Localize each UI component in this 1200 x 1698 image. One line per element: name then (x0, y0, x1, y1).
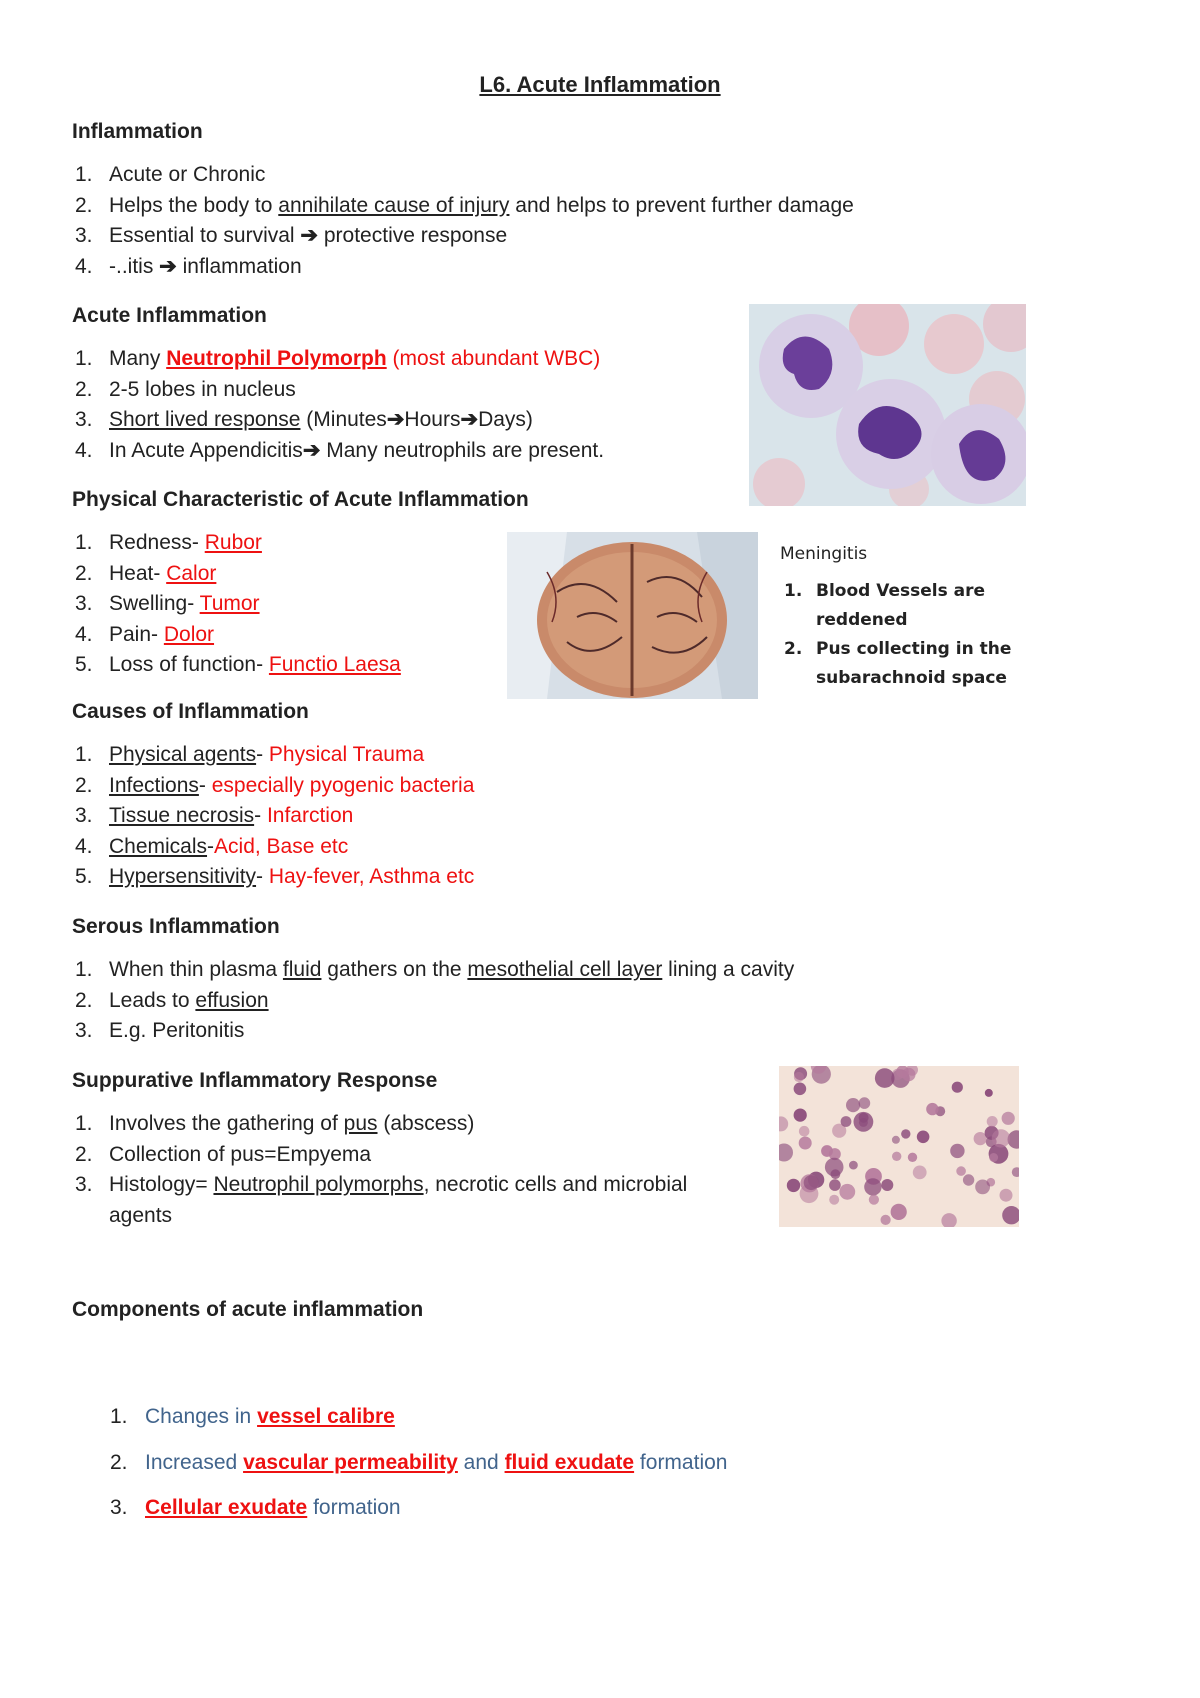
list-item: 2. Collection of pus=Empyema (75, 1142, 372, 1166)
list-item: 2. Pus collecting in the subarachnoid space (784, 639, 1012, 688)
list-item: 5. Loss of function- Functio Laesa (75, 653, 401, 676)
list-item: 4. Chemicals-Acid, Base etc (75, 834, 349, 858)
meningitis-brain-image (507, 532, 758, 699)
list-item: 1. When thin plasma fluid gathers on the mesothelial cell layer lining a cavity (75, 958, 795, 981)
list-item: 1. Physical agents- Physical Trauma (75, 743, 425, 766)
list-item: 3. Swelling- Tumor (75, 592, 260, 615)
list-item: 3. Essential to survival ➔ protective response (75, 224, 508, 247)
section-heading: Causes of Inflammation (72, 700, 309, 723)
section-heading: Acute Inflammation (72, 304, 267, 327)
section-heading: Inflammation (72, 120, 203, 143)
section-acute-inflammation (72, 304, 604, 466)
arrow-icon: ➔ (302, 438, 321, 462)
list-item: 1. Involves the gathering of pus (abscess) (75, 1112, 475, 1135)
section-heading: Serous Inflammation (72, 915, 280, 938)
arrow-icon: ➔ (159, 254, 177, 278)
section-heading: Components of acute inflammation (72, 1298, 424, 1321)
arrow-icon: ➔ (300, 224, 319, 247)
list-item: 3. Tissue necrosis- Infarction (75, 804, 354, 827)
neutrophil-micrograph-image (749, 304, 1026, 506)
arrow-icon: ➔ (460, 408, 479, 431)
list-item: 1. Redness- Rubor (75, 531, 262, 554)
meningitis-caption (780, 540, 1040, 693)
list-item: 2. 2-5 lobes in nucleus (75, 377, 296, 401)
list-item: 3. E.g. Peritonitis (75, 1019, 245, 1042)
list-item: 3. Cellular exudate formation (110, 1496, 401, 1519)
list-item: 4. Pain- Dolor (75, 622, 215, 646)
pus-micrograph-image (779, 1066, 1019, 1227)
list-item: 2. Helps the body to annihilate cause of injury and helps to prevent further damage (75, 193, 854, 217)
list-item: 2. Heat- Calor (75, 561, 217, 585)
caption-title: Meningitis (780, 544, 868, 564)
section-serous (72, 915, 794, 1047)
section-causes (72, 700, 474, 893)
list-item: 2. Increased vascular permeability and fluid exudate formation (110, 1450, 728, 1474)
list-item: 2. Leads to effusion (75, 988, 269, 1012)
section-physical-characteristics (72, 488, 529, 681)
list-item: 2. Infections- especially pyogenic bacteria (75, 773, 475, 797)
arrow-icon: ➔ (386, 408, 405, 431)
list-item: 1. Changes in vessel calibre (110, 1405, 395, 1428)
list-item: 3. Histology= Neutrophil polymorphs, necrotic cells and microbial agents (75, 1173, 688, 1227)
list-item: 5. Hypersensitivity- Hay-fever, Asthma etc (75, 865, 475, 888)
page-title: L6. Acute Inflammation (479, 72, 721, 97)
list-item: 4. -..itis ➔ inflammation (75, 254, 302, 278)
list-item: 4. In Acute Appendicitis➔ Many neutrophils are present. (75, 438, 605, 462)
section-inflammation (72, 120, 854, 282)
section-heading: Physical Characteristic of Acute Inflammation (72, 488, 529, 511)
list-item: 3. Short lived response (Minutes➔Hours➔Days) (75, 408, 533, 431)
section-heading: Suppurative Inflammatory Response (72, 1069, 438, 1092)
list-item: 1. Acute or Chronic (75, 163, 266, 186)
section-suppurative (72, 1069, 712, 1231)
section-components (72, 1298, 727, 1531)
list-item: 1. Blood Vessels are reddened (784, 581, 986, 630)
list-item: 1. Many Neutrophil Polymorph (most abundant WBC) (75, 347, 601, 370)
